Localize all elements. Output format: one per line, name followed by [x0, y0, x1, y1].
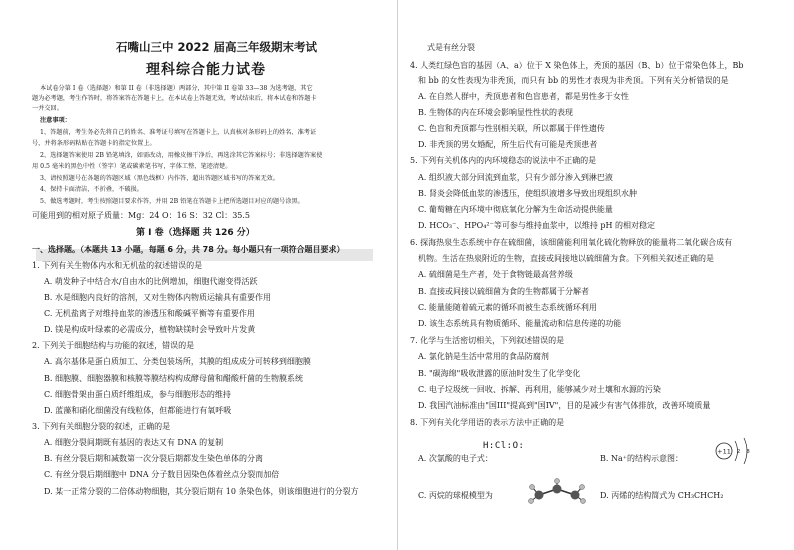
option: D. 某一正常分裂的二倍体动物细胞，其分裂后期有 10 条染色体，则该细胞进行的分裂方	[44, 487, 359, 496]
intro-line: 本试卷分第 I 卷（选择题）和第 II 卷（非选择题）两部分，其中第 II 卷第 33—38 为选考题，其它	[40, 85, 313, 92]
atomic-mass-line: 可能用到的相对原子质量：Mg：24 O：16 S：32 Cl：35.5	[32, 211, 251, 220]
option: A. 组织液大部分回流到血浆，只有少部分渗入到淋巴液	[418, 173, 613, 182]
notice-line: 4、保持卡面清洁，不折叠，不破损。	[40, 186, 143, 193]
notice-line: 号，并将条形码粘贴在答题卡的指定位置上。	[32, 140, 156, 147]
continued-text: 式是有丝分裂	[427, 43, 475, 52]
question-stem: 8. 下列有关化学用语的表示方法中正确的是	[410, 418, 565, 427]
option: A. 萌发种子中结合水/自由水的比例增加，细胞代谢变得活跃	[44, 277, 258, 286]
notice-line: 5、做选考题时，考生按照题目要求作答，并用 2B 铅笔在答题卡上把所选题目对应的题号涂黑。	[40, 198, 304, 205]
notice-heading: 注意事项：	[40, 117, 71, 124]
option: A. 在自然人群中，秃顶患者和色盲患者，都是男性多于女性	[418, 92, 629, 101]
notice-line: 1、答题前，考生务必先将自己的姓名、准考证号填写在答题卡上，认真核对条形码上的姓名、准考证	[40, 129, 317, 136]
shell-1-count: 2	[736, 449, 741, 455]
option: D. 非秃顶的男女婚配，所生后代有可能是秃顶患者	[418, 140, 598, 149]
option: D. 该生态系统具有物质循环、能量流动和信息传递的功能	[418, 319, 622, 328]
question-stem: 2. 下列关于细胞结构与功能的叙述，错误的是	[32, 341, 195, 350]
option: C. 无机盐离子对维持血浆的渗透压和酸碱平衡等有重要作用	[44, 309, 255, 318]
question-stem: 4. 人类红绿色盲的基因（A、a）位于 X 染色体上，秃顶的基因（B、b）位于常染色体上，Bb	[410, 61, 744, 70]
intro-line: 题为必考题，考生作答时，将答案答在答题卡上，在本试卷上答题无效，考试结束后，将本试卷和答题卡	[32, 95, 317, 102]
question-stem: 1. 下列有关生物体内水和无机盐的叙述错误的是	[32, 261, 203, 270]
option: B. 有丝分裂后期和减数第一次分裂后期都发生染色单体的分离	[44, 454, 263, 463]
option: C. 细胞骨架由蛋白质纤维组成，参与细胞形态的维持	[44, 390, 231, 399]
question-stem: 7. 化学与生活密切相关，下列叙述错误的是	[410, 336, 565, 345]
option: B. Na⁺的结构示意图：	[600, 454, 683, 463]
nucleus-label: +11	[717, 447, 731, 456]
part-heading: 一、选择题。（本题共 13 小题，每题 6 分，共 78 分。每小题只有一项符合题目要求）	[32, 245, 345, 254]
exam-subtitle: 理科综合能力试卷	[146, 62, 266, 78]
notice-line: 用 0.5 毫米的黑色中性（签字）笔或碳素笔书写，字体工整、笔迹清楚。	[32, 163, 232, 170]
question-stem: 5. 下列有关机体内的内环境稳态的说法中不正确的是	[410, 156, 597, 165]
option: A. 硫细菌是生产者，处于食物链最高营养级	[418, 270, 573, 279]
option: C. 葡萄糖在内环境中彻底氧化分解为生命活动提供能量	[418, 205, 613, 214]
section-title: 第 I 卷（选择题 共 126 分）	[136, 228, 255, 238]
option: B. 直接或间接以硫细菌为食的生物都属于分解者	[418, 287, 589, 296]
shell-2-count: 8	[746, 449, 750, 455]
question-stem: 3. 下列有关细胞分裂的叙述，正确的是	[32, 422, 171, 431]
option: B. 水是细胞内良好的溶剂，又对生物体内物质运输具有重要作用	[44, 293, 271, 302]
option: B. 生物体的内在环境会影响显性性状的表现	[418, 108, 573, 117]
option: D. 丙烯的结构简式为 CH₃CHCH₂	[600, 491, 724, 500]
option: D. HCO₃⁻、HPO₄²⁻等可参与维持血浆中，以维持 pH 的相对稳定	[418, 221, 656, 230]
option: C. 色盲和秃顶都与性别相关联，所以都属于伴性遗传	[418, 124, 605, 133]
option: D. 我国汽油标准由"国III"提高到"国IV"，目的是减少有害气体排放，改善环境质量	[418, 401, 711, 410]
option: C. 能量能随着硫元素的循环而被生态系统循环利用	[418, 303, 597, 312]
option: A. 次氯酸的电子式：	[418, 454, 493, 463]
option: C. 电子垃圾统一回收、拆解、再利用，能够减少对土壤和水源的污染	[418, 385, 661, 394]
sodium-ion-structure-diagram	[713, 433, 761, 469]
notice-line: 2、选择题答案使用 2B 铅笔填涂，如需改动，用橡皮擦干净后，再选涂其它答案标号；非选择题答案使	[40, 152, 323, 159]
question-stem: 6. 探海热泉生态系统中存在硫细菌，该细菌能利用氧化硫化物释放的能量将二氧化碳合成有	[410, 238, 733, 247]
option: B. "碳海绵"吸收泄露的原油时发生了化学变化	[418, 369, 581, 378]
question-stem: 机物。生活在热泉附近的生物，直接或间接地以硫细菌为食。下列相关叙述正确的是	[418, 254, 714, 263]
option: B. 细胞膜、细胞器膜和核膜等膜结构构成酵母菌和醋酸杆菌的生物膜系统	[44, 374, 303, 383]
propane-ball-stick-model	[525, 478, 589, 506]
option: C. 丙烷的球棍模型为	[418, 491, 493, 500]
option: A. 高尔基体是蛋白质加工、分类包装场所，其膜的组成成分可转移到细胞膜	[44, 357, 311, 366]
column-divider	[397, 0, 398, 550]
option: A. 细胞分裂间期既有基因的表达又有 DNA 的复制	[44, 438, 224, 447]
option: D. 镁是构成叶绿素的必需成分，植物缺镁时会导致叶片发黄	[44, 325, 256, 334]
notice-line: 3、请按照题号在各题的答题区域（黑色线框）内作答，超出答题区域书写的答案无效。	[40, 175, 280, 182]
exam-title: 石嘴山三中 2022 届高三年级期末考试	[116, 40, 318, 54]
intro-line: 一并交回。	[32, 105, 63, 112]
option: A. 氯化钠是生活中常用的食品防腐剂	[418, 352, 549, 361]
option: D. 蓝藻和硝化细菌没有线粒体，但都能进行有氧呼吸	[44, 406, 232, 415]
option: C. 有丝分裂后期细胞中 DNA 分子数目因染色体着丝点分裂而加倍	[44, 470, 280, 479]
option: B. 肾炎会降低血浆的渗透压，使组织液增多导致出现组织水肿	[418, 189, 637, 198]
question-stem: 和 bb 的女性表现为非秃顶，而只有 bb 的男性才表现为非秃顶。下列有关分析错误的是	[418, 76, 729, 85]
hclo-electron-formula: H:Cl:O:	[483, 441, 525, 451]
